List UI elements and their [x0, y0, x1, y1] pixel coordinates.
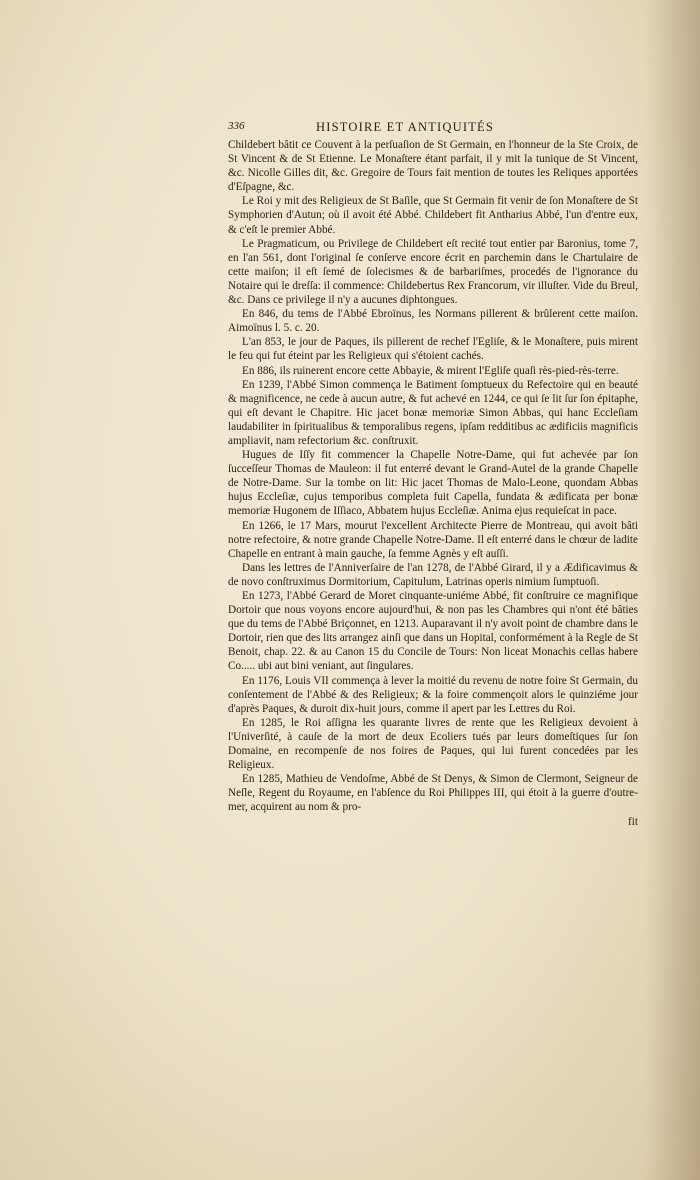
page-number: 336: [228, 120, 245, 132]
paragraph-11: En 1273, l'Abbé Gerard de Moret cinquante-uniéme Abbé, fit conſtruire ce magnifique Dortoir que nous voyons encore aujourd'hui, & non pas les Chambres qui n'ont été bâties que du tems de l'Abbé Briçonnet, en 1213. Auparavant il n'y avoit point de chambre dans le Dortoir, rien que des lits arrangez ainſi que dans un Hopital, conformément à la Regle de St Benoit, chap. 22. & au Canon 15 du Concile de Tours: Non liceat Monachis cellas habere Co..... ubi aut bini veniant, aut ſingulares.: [228, 590, 638, 673]
paragraph-14: En 1285, Mathieu de Vendoſme, Abbé de St Denys, & Simon de Clermont, Seigneur de Neſle, Regent du Royaume, en l'abſence du Roi Philippes III, qui étoit à la guerre d'outre-mer, acquirent au nom & pro-: [228, 773, 638, 814]
paragraph-1: Childebert bâtit ce Couvent à la perſuaſion de St Germain, en l'honneur de la Ste Croix, de St Vincent & de St Etienne. Le Monaſtere étant parfait, il y mit la tunique de St Vincent, &c. Nicolle Gilles dit, &c. Gregoire de Tours fait mention de toutes les Reliques apportées d'Eſpagne, &c.: [228, 139, 638, 194]
paragraph-4: En 846, du tems de l'Abbé Ebroïnus, les Normans pillerent & brûlerent cette maiſon. Aimoïnus l. 5. c. 20.: [228, 308, 638, 335]
paragraph-5: L'an 853, le jour de Paques, ils pillerent de rechef l'Egliſe, & le Monaſtere, puis mirent le feu qui fut éteint par les Religieux qui s'étoient cachés.: [228, 336, 638, 363]
page-header: [228, 120, 638, 136]
paragraph-7: En 1239, l'Abbé Simon commença le Batiment ſomptueux du Refectoire qui en beauté & magnificence, ne cede à aucun autre, & fut achevé en 1244, ce qui ſe lit ſur ſon épitaphe, qui eſt devant le Chapitre. Hic jacet bonæ memoriæ Simon Abbas, qui hanc Eccleſiam laudabiliter in ſpiritualibus & temporalibus regens, ipſam redditibus ac ædificiis magnificis ampliavit, nam refectorium &c. conſtruxit.: [228, 378, 638, 447]
paragraph-3: Le Pragmaticum, ou Privilege de Childebert eſt recité tout entier par Baronius, tome 7, en l'an 561, dont l'original ſe conſerve encore écrit en parchemin dans le Chartulaire de cette maiſon; il eſt ſemé de ſolecismes & de barbariſmes, procedés de l'ignorance du Notaire qui le dreſſa: il commence: Childebertus Rex Francorum, vir illuſter. Vide du Breul, &c. Dans ce privilege il n'y a aucunes diphtongues.: [228, 237, 638, 307]
book-page: [228, 120, 638, 829]
paragraph-6: En 886, ils ruinerent encore cette Abbayie, & mirent l'Egliſe quaſi rès-pied-rès-terre.: [242, 364, 619, 377]
paragraph-8: Hugues de Iſſy fit commencer la Chapelle Notre-Dame, qui fut achevée par ſon ſucceſſeur Thomas de Mauleon: il fut enterré devant le Grand-Autel de la grande Chapelle de Notre-Dame. Sur la tombe on lit: Hic jacet Thomas de Malo-Leone, quondam Abbas hujus Eccleſiæ, cujus temporibus completa fuit Capella, fundata & ædificata per bonæ memoriæ Hugonem de Iſſiaco, Abbatem hujus Eccleſiæ. Anima ejus requieſcat in pace.: [228, 449, 638, 518]
paragraph-9: En 1266, le 17 Mars, mourut l'excellent Architecte Pierre de Montreau, qui avoit bâti notre refectoire, & notre grande Chapelle Notre-Dame. Il eſt enterré dans le chœur de ladite Chapelle en entrant à main gauche, ſa femme Agnès y eſt auſſi.: [228, 519, 638, 560]
paragraph-10: Dans les lettres de l'Anniverſaire de l'an 1278, de l'Abbé Girard, il y a Ædificavimus & de novo conſtruximus Dormitorium, Capitulum, Latrinas operis nimium ſumptuoſi.: [228, 561, 638, 588]
paragraph-2: Le Roi y mit des Religieux de St Baſile, que St Germain fit venir de ſon Monaſtere de St Symphorien d'Autun; où il avoit été Abbé. Childebert fit Antharius Abbé, l'un d'entre eux, & c'eſt le premier Abbé.: [228, 195, 638, 236]
paragraph-12: En 1176, Louis VII commença à lever la moitié du revenu de notre foire St Germain, du conſentement de l'Abbé & des Religieux; & la foire commençoit alors le quinziéme jour d'après Paques, & duroit dix-huit jours, comme il apert par les Lettres du Roi.: [228, 674, 638, 715]
page-edge-shadow: [645, 0, 700, 1180]
paragraph-13: En 1285, le Roi aſſigna les quarante livres de rente que les Religieux devoient à l'Univerſité, à cauſe de la mort de deux Ecoliers tués par leurs domeſtiques ſur ſon Domaine, en recompenſe de nos foires de Paques, qui lui furent concedées par les Religieux.: [228, 716, 638, 772]
running-title: HISTOIRE ET ANTIQUITÉS: [316, 120, 495, 134]
catchword: fit: [628, 815, 638, 828]
